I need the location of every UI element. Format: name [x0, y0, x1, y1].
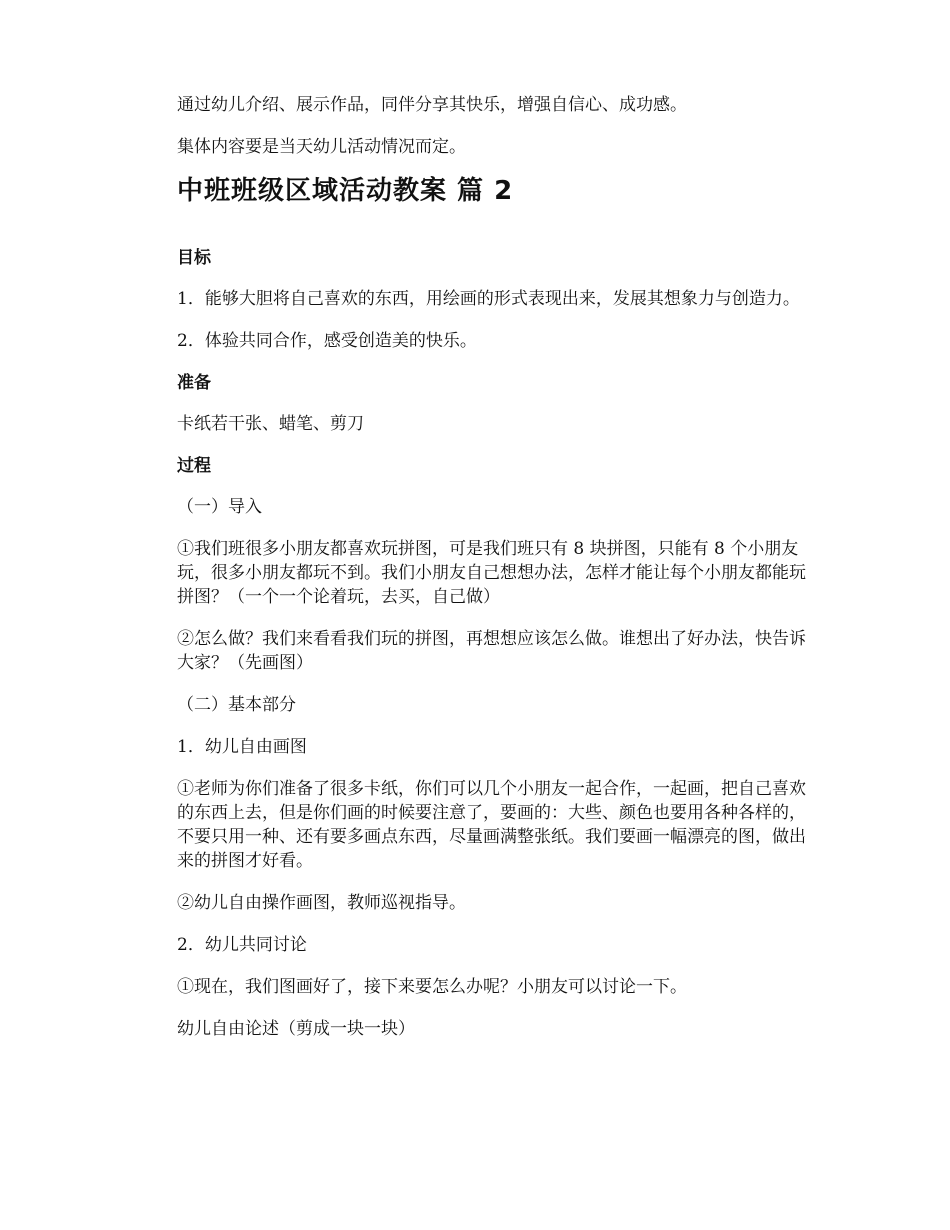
intro-paragraph-1: 通过幼儿介绍、展示作品，同伴分享其快乐，增强自信心、成功感。: [177, 95, 687, 115]
goal-item-1: 1．能够大胆将自己喜欢的东西，用绘画的形式表现出来，发展其想象力与创造力。: [177, 289, 800, 309]
step2-paragraph-2: 幼儿自由论述（剪成一块一块）: [177, 1019, 415, 1039]
prep-heading: 准备: [177, 373, 211, 393]
step1-title: 1．幼儿自由画图: [177, 737, 307, 757]
prep-text: 卡纸若干张、蜡笔、剪刀: [177, 414, 364, 434]
goal-heading: 目标: [177, 248, 211, 268]
step1-paragraph-1: ①老师为你们准备了很多卡纸，你们可以几个小朋友一起合作，一起画，把自己喜欢的东西上去，但是你们画的时候要注意了，要画的：大些、颜色也要用各种各样的，不要只用一种、还有要多画点东西，尽量画满整张纸。我们要画一幅漂亮的图，做出来的拼图才好看。: [177, 779, 806, 871]
step2-paragraph-1: ①现在，我们图画好了，接下来要怎么办呢？小朋友可以讨论一下。: [177, 977, 687, 997]
process-heading: 过程: [177, 456, 211, 476]
goal-item-2: 2．体验共同合作，感受创造美的快乐。: [177, 331, 477, 351]
part2-title: （二）基本部分: [177, 695, 296, 715]
section-title: 中班班级区域活动教案 篇 2: [177, 176, 514, 206]
step1-paragraph-2: ②幼儿自由操作画图，教师巡视指导。: [177, 893, 466, 913]
step2-title: 2．幼儿共同讨论: [177, 935, 307, 955]
part1-paragraph-1: ①我们班很多小朋友都喜欢玩拼图，可是我们班只有 8 块拼图，只能有 8 个小朋友玩，很多小朋友都玩不到。我们小朋友自己想想办法，怎样才能让每个小朋友都能玩拼图？（一个一个论着玩，去买，自己做）: [177, 539, 806, 607]
part1-paragraph-2: ②怎么做？我们来看看我们玩的拼图，再想想应该怎么做。谁想出了好办法，快告诉大家？（先画图）: [177, 629, 806, 673]
document-body: [177, 93, 813, 1059]
part1-title: （一）导入: [177, 497, 262, 517]
intro-paragraph-2: 集体内容要是当天幼儿活动情况而定。: [177, 137, 466, 157]
